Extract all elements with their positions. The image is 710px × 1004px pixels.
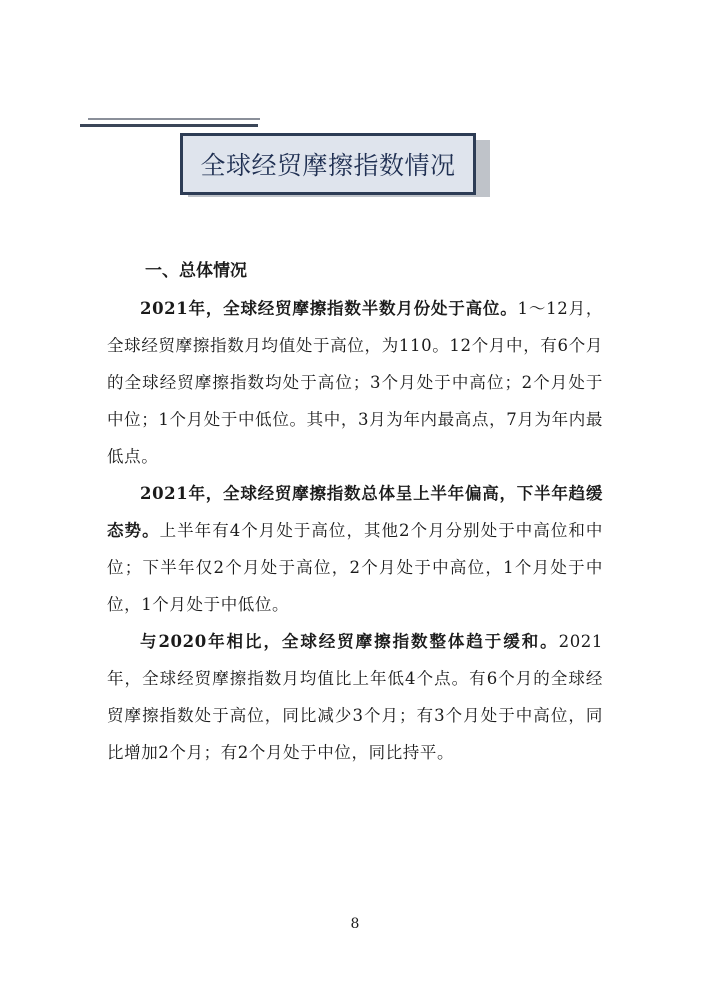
paragraph-3: [107, 623, 603, 771]
page-title-box: [180, 133, 476, 195]
paragraph-3-lead: 与2020年相比，全球经贸摩擦指数整体趋于缓和。: [140, 632, 559, 651]
paragraph-2: [107, 475, 603, 623]
document-body: [107, 252, 603, 771]
decorative-rule-bottom: [80, 124, 258, 127]
section-heading: 一、总体情况: [145, 261, 247, 281]
paragraph-1-lead: 2021年，全球经贸摩擦指数半数月份处于高位。: [140, 299, 518, 318]
decorative-rule-top: [88, 118, 260, 120]
page-number: 8: [350, 916, 360, 932]
page-title: 全球经贸摩擦指数情况: [200, 151, 456, 180]
paragraph-2-lead: 2021年，全球经贸摩擦指数总体呈上半年偏高，下半年趋缓态势。: [107, 484, 603, 540]
paragraph-1-body: 1～12月，全球经贸摩擦指数月均值处于高位，为110。12个月中，有6个月的全球经贸摩擦指数均处于高位；3个月处于中高位；2个月处于中位；1个月处于中低位。其中，3月为年内最高点，7月为年内最低点。: [107, 299, 604, 466]
paragraph-3-body: 2021年，全球经贸摩擦指数月均值比上年低4个点。有6个月的全球经贸摩擦指数处于高位，同比减少3个月；有3个月处于中高位，同比增加2个月；有2个月处于中位，同比持平。: [107, 632, 603, 762]
paragraph-1: [107, 290, 603, 475]
paragraph-2-body: 上半年有4个月处于高位，其他2个月分别处于中高位和中位；下半年仅2个月处于高位，2个月处于中高位，1个月处于中位，1个月处于中低位。: [107, 521, 603, 614]
